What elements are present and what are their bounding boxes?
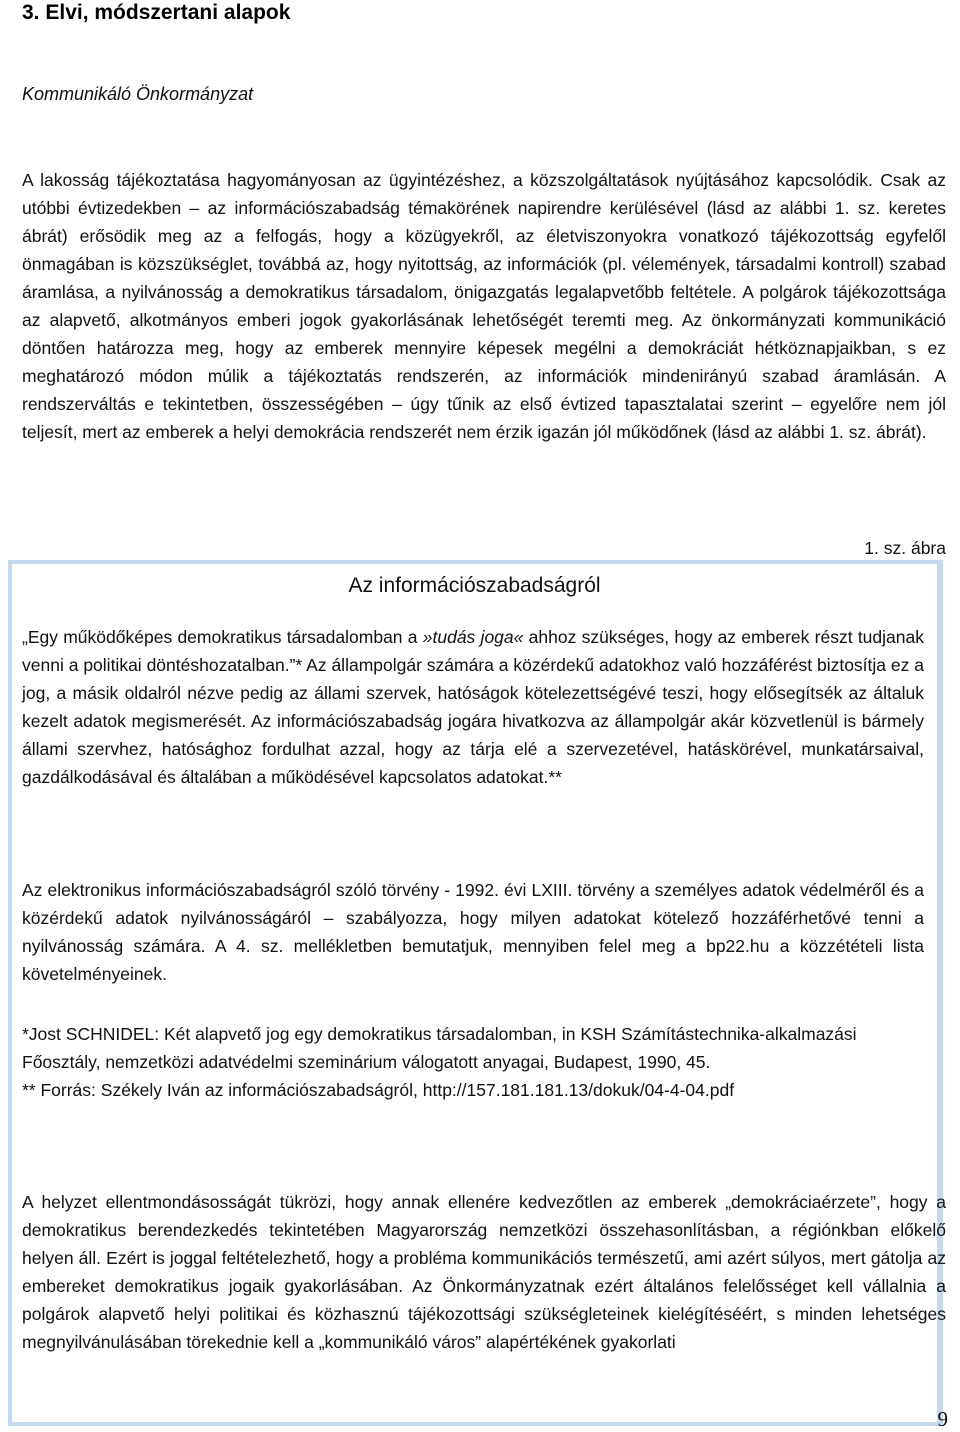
quote-emphasis: »tudás joga«: [422, 627, 524, 647]
footnote-2: ** Forrás: Székely Iván az információszabadságról, http://157.181.181.13/dokuk/04-4-04.pdf: [22, 1080, 735, 1100]
quote-text-end: ahhoz szükséges, hogy az emberek részt tudjanak venni a politikai döntéshozatalban.”* Az állampolgár számára a közérdekű adatokhoz való hozzáférést biztosítja ez a jog, a másik oldalról nézve pedig az állami szervek, hatóságok kötelezettségévé teszi, hogy elősegítsék az általuk kezelt adatok megismerését. Az információszabadság jogára hivatkozva az állampolgár akár közvetlenül is bármely állami szervhez, hatósághoz fordulhat azzal, hogy az tárja elé a szervezetével, hatáskörével, munkatársaival, gazdálkodásával és általában a működésével kapcsolatos adatokat.**: [22, 627, 924, 787]
closing-paragraph: A helyzet ellentmondásosságát tükrözi, hogy annak ellenére kedvezőtlen az emberek „demokráciaérzete”, hogy a demokratikus berendezkedés tekintetében Magyarország nemzetközi összehasonlításban, a régiónkban előkelő helyen áll. Ezért is joggal feltételezhető, hogy a probléma kommunikációs természetű, ami azért súlyos, mert gátolja az embereket demokratikus jogaik gyakorlásában. Az Önkormányzatnak ezért általános felelősséget kell vállalnia a polgárok alapvető helyi politikai és közhasznú tájékozottsági szükségleteinek kielégítéséért, s minden lehetséges megnyilvánulásában törekednie kell a „kommunikáló város” alapértékének gyakorlati: [22, 1192, 946, 1352]
footnote-1: *Jost SCHNIDEL: Két alapvető jog egy demokratikus társadalomban, in KSH Számítástechnika-alkalmazási Főosztály, nemzetközi adatvédelmi szeminárium válogatott anyagai, Budapest, 1990, 45.: [22, 1024, 857, 1072]
box-law-paragraph: Az elektronikus információszabadságról szóló törvény - 1992. évi LXIII. törvény a személyes adatok védelméről és a közérdekű adatok nyilvánosságáról – szabályozza, hogy milyen adatokat kötelező hozzáférhetővé tenni a nyilvánosság számára. A 4. sz. mellékletben bemutatjuk, mennyiben felel meg a bp22.hu a közzétételi lista követelményeinek.: [22, 880, 924, 984]
subtitle: Kommunikáló Önkormányzat: [22, 84, 254, 104]
page-number: 9: [937, 1407, 948, 1431]
intro-paragraph: A lakosság tájékoztatása hagyományosan az ügyintézéshez, a közszolgáltatások nyújtásához kapcsolódik. Csak az utóbbi évtizedekben – az információszabadság témakörének napirendre kerülésével (lásd az alábbi 1. sz. keretes ábrát) erősödik meg az a felfogás, hogy a közügyekről, az életviszonyokra vonatkozó tájékozottság egyfelől önmagában is közszükséglet, továbbá az, hogy nyitottság, az információk (pl. vélemények, társadalmi kontroll) szabad áramlása, a nyilvánosság a demokratikus társadalom, önigazgatás legalapvetőbb feltétele. A polgárok tájékozottsága az alapvető, alkotmányos emberi jogok gyakorlásának lehetőségét teremti meg. Az önkormányzati kommunikáció döntően határozza meg, hogy az emberek mennyire képesek megélni a demokráciát hétköznapjaikban, s ez meghatározó módon múlik a tájékoztatás rendszerén, az információk mindenirányú szabad áramlásán. A rendszerváltás e tekintetben, összességében – úgy tűnik az első évtized tapasztalatai szerint – egyelőre nem jól teljesít, mert az emberek a helyi demokrácia rendszerét nem érzik igazán jól működőnek (lásd az alábbi 1. sz. ábrát).: [22, 170, 946, 442]
quote-text-start: „Egy működőképes demokratikus társadalomban a: [22, 627, 423, 647]
box-title: Az információszabadságról: [348, 574, 601, 597]
box-quote-paragraph: [22, 623, 924, 791]
figure-caption: 1. sz. ábra: [864, 538, 946, 558]
box-footnotes: [22, 1020, 924, 1104]
section-heading: 3. Elvi, módszertani alapok: [22, 1, 291, 24]
